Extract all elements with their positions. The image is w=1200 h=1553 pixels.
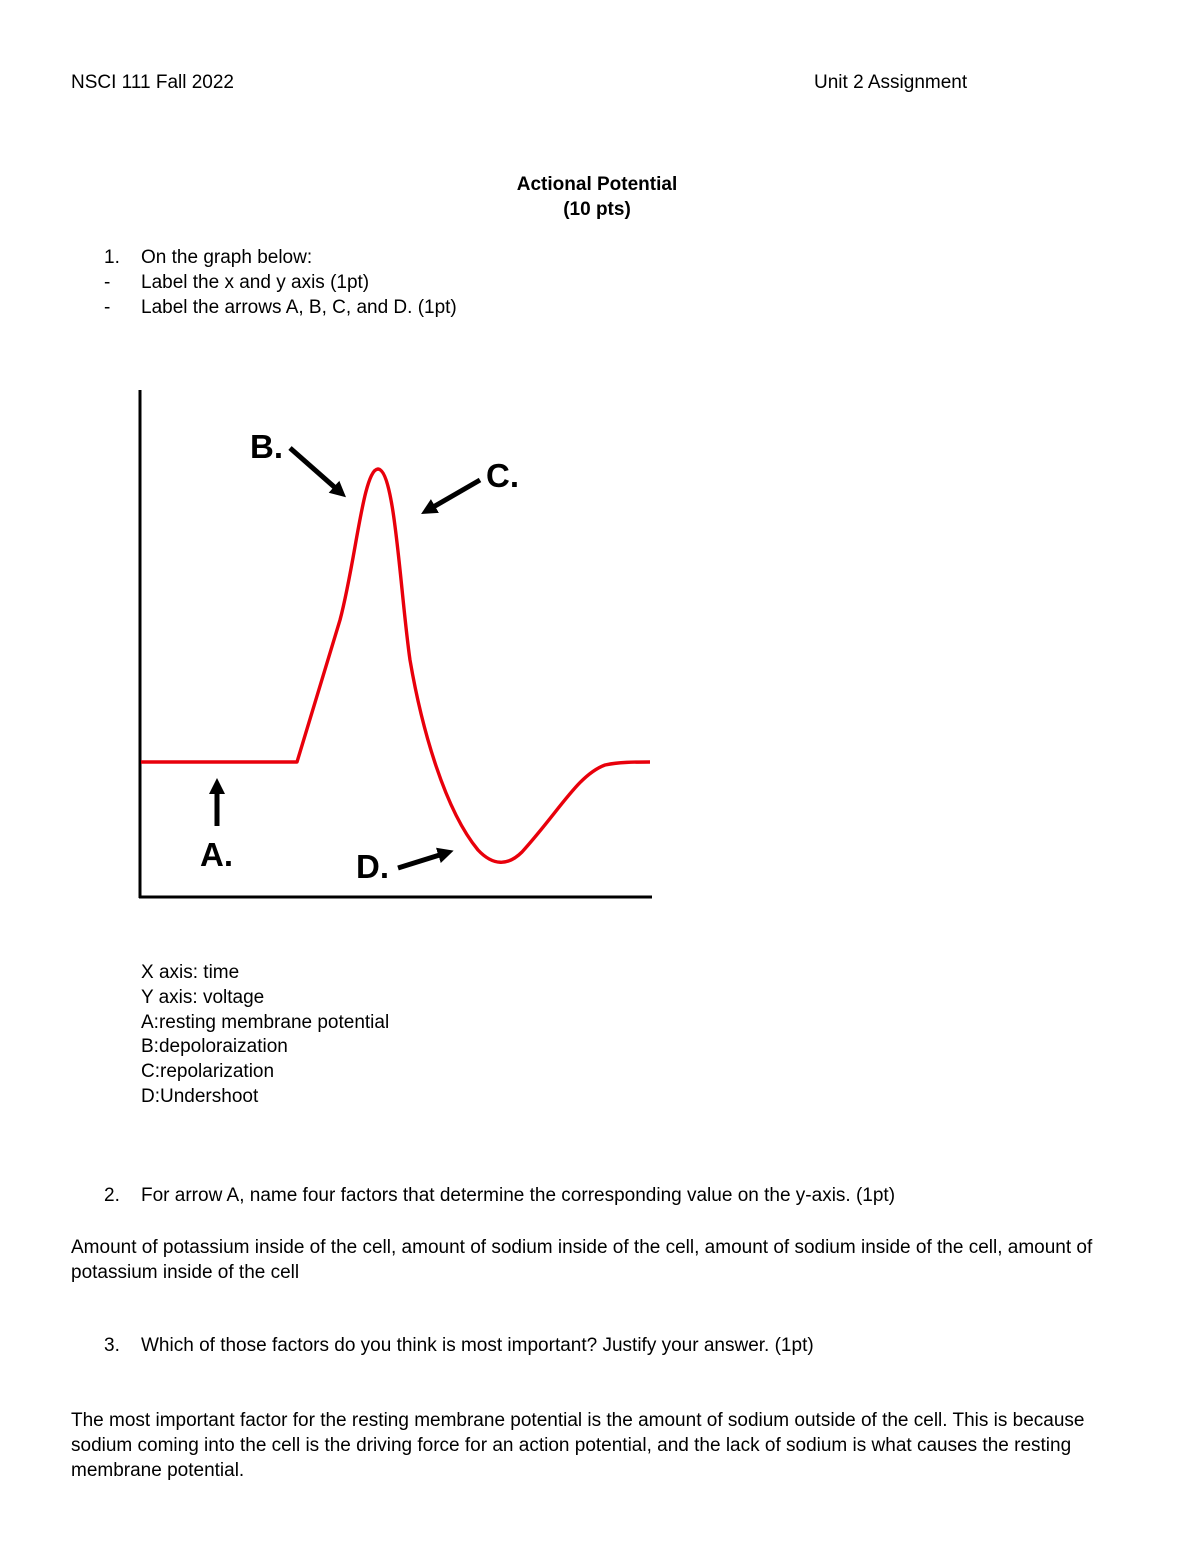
question-3-number: 3. (104, 1335, 120, 1356)
question-1-bullet: Label the arrows A, B, C, and D. (1pt) (141, 297, 457, 318)
label-b: B. (250, 428, 283, 465)
question-1-answers (141, 961, 389, 1110)
course-header: NSCI 111 Fall 2022 (71, 72, 234, 93)
label-a: A. (200, 836, 233, 873)
question-1-bullet: Label the x and y axis (1pt) (141, 272, 370, 293)
arrow-c-icon (428, 480, 480, 510)
question-2-number: 2. (104, 1185, 120, 1206)
question-2-prompt: For arrow A, name four factors that determine the corresponding value on the y-axis. (1pt) (141, 1185, 896, 1206)
bullet-marker: - (104, 297, 111, 318)
arrow-b-icon (290, 448, 340, 492)
bullet-marker: - (104, 272, 111, 293)
document-title: Actional Potential (516, 174, 678, 195)
answer-line: B:depoloraization (141, 1036, 288, 1058)
assignment-header: Unit 2 Assignment (814, 72, 968, 93)
question-1-prompt: On the graph below: (141, 247, 313, 268)
action-potential-graph (120, 380, 670, 910)
question-3-answer: The most important factor for the resting membrane potential is the amount of sodium outside of the cell. This is because sodium coming into the cell is the driving force for an action potential, and the lack of sodium is what causes the resting membrane potential. (71, 1410, 1085, 1481)
arrow-d-icon (398, 853, 446, 868)
document-points: (10 pts) (563, 199, 631, 220)
label-d: D. (356, 848, 389, 885)
answer-line: X axis: time (141, 962, 240, 983)
label-c: C. (486, 457, 519, 494)
answer-line: Y axis: voltage (141, 986, 265, 1008)
answer-line: A:resting membrane potential (141, 1011, 390, 1033)
question-3-prompt: Which of those factors do you think is most important? Justify your answer. (1pt) (141, 1335, 814, 1356)
question-1-number: 1. (104, 247, 120, 268)
answer-line: C:repolarization (141, 1061, 275, 1083)
question-2-answer: Amount of potassium inside of the cell, amount of sodium inside of the cell, amount of sodium inside of the cell, amount of potassium inside of the cell (71, 1237, 1093, 1283)
answer-line: D:Undershoot (141, 1085, 259, 1107)
